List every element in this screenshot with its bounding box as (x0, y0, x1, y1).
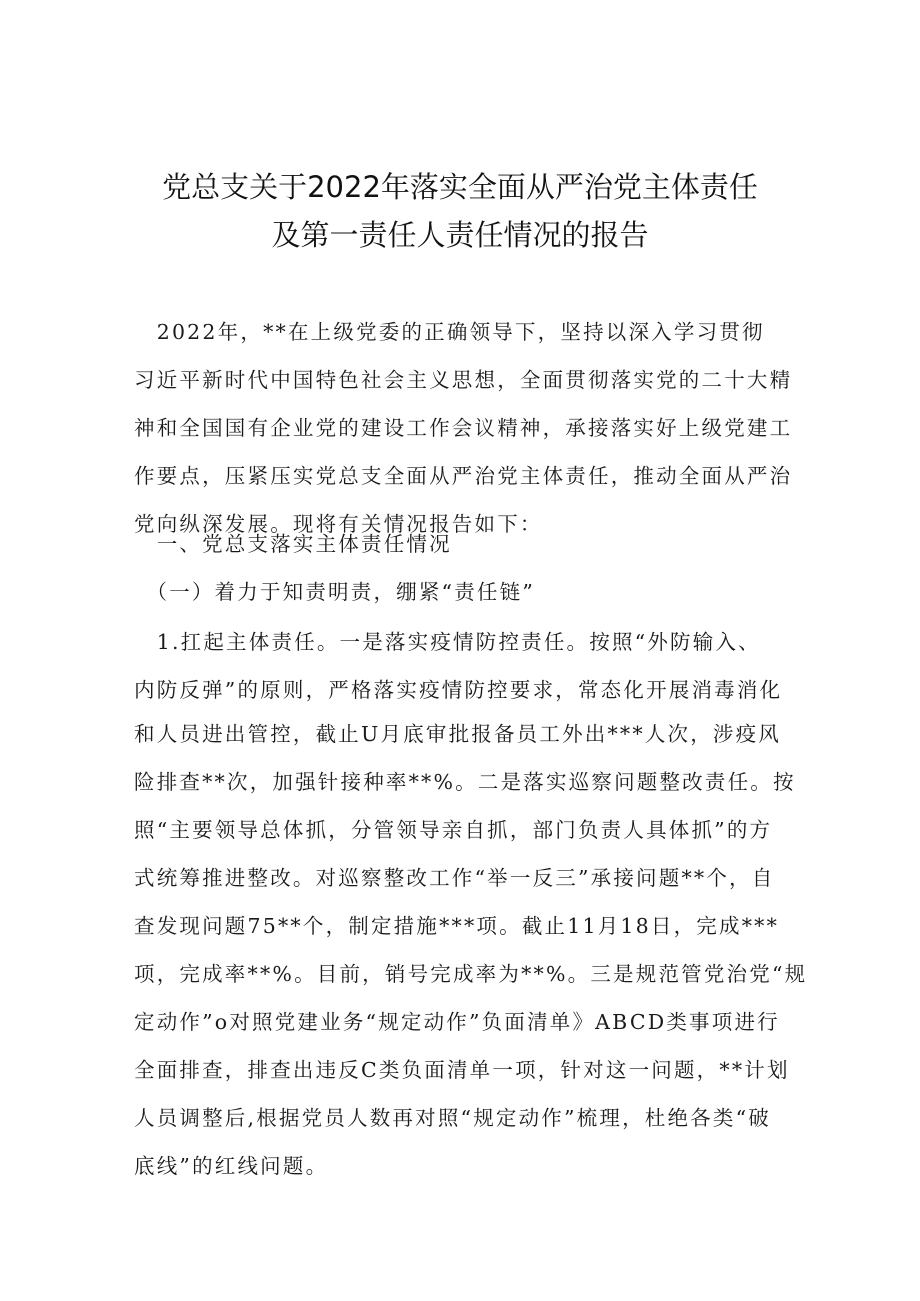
paragraph-body-line-6: 式统筹推进整改。对巡察整改工作“举一反三”承接问题**个，自 (134, 866, 775, 890)
paragraph-body-line-5: 照“主要领导总体抓，分管领导亲自抓，部门负责人具体抓”的方 (134, 818, 773, 842)
paragraph-intro-line-4: 作要点，压紧压实党总支全面从严治党主体责任，推动全面从严治 (134, 464, 793, 488)
paragraph-body-line-8: 项，完成率**%。目前，销号完成率为**%。三是规范管党治党“规 (134, 962, 808, 986)
paragraph-body-line-3: 和人员进出管控，截止U月底审批报备员工外出***人次，涉疫风 (134, 722, 782, 746)
paragraph-intro-line-1: 2022年，**在上级党委的正确领导下，坚持以深入学习贯彻 (134, 320, 765, 344)
document-title-line-1: 党总支关于2022年落实全面从严治党主体责任 (162, 170, 758, 204)
paragraph-body-line-10: 全面排查，排查出违反C类负面清单一项，针对这一问题，**计划 (134, 1058, 790, 1082)
paragraph-body-line-2: 内防反弹”的原则，严格落实疫情防控要求，常态化开展消毒消化 (134, 678, 783, 702)
paragraph-intro-line-2: 习近平新时代中国特色社会主义思想，全面贯彻落实党的二十大精 (134, 368, 793, 392)
paragraph-body-line-9: 定动作”o对照党建业务“规定动作”负面清单》ABCD类事项进行 (134, 1010, 780, 1034)
paragraph-body-line-1: 1.扛起主体责任。一是落实疫情防控责任。按照“外防输入、 (134, 630, 761, 654)
subsection-heading-1: （一）着力于知责明责，绷紧“责任链” (134, 580, 536, 604)
paragraph-body-line-4: 险排查**次，加强针接种率**%。二是落实巡察问题整改责任。按 (134, 770, 796, 794)
document-title-line-2: 及第一责任人责任情况的报告 (271, 218, 649, 252)
paragraph-intro-line-3: 神和全国国有企业党的建设工作会议精神，承接落实好上级党建工 (134, 416, 793, 440)
paragraph-body-line-7: 查发现问题75**个，制定措施***项。截止11月18日，完成*** (134, 914, 780, 938)
paragraph-body-line-12: 底线”的红线问题。 (134, 1154, 329, 1178)
paragraph-body-line-11: 人员调整后,根据党员人数再对照“规定动作”梳理，杜绝各类“破 (134, 1106, 771, 1130)
paragraph-intro-line-5: 党向纵深发展。现将有关情况报告如下： (134, 512, 543, 536)
section-heading-1: 一、党总支落实主体责任情况 (134, 532, 452, 556)
